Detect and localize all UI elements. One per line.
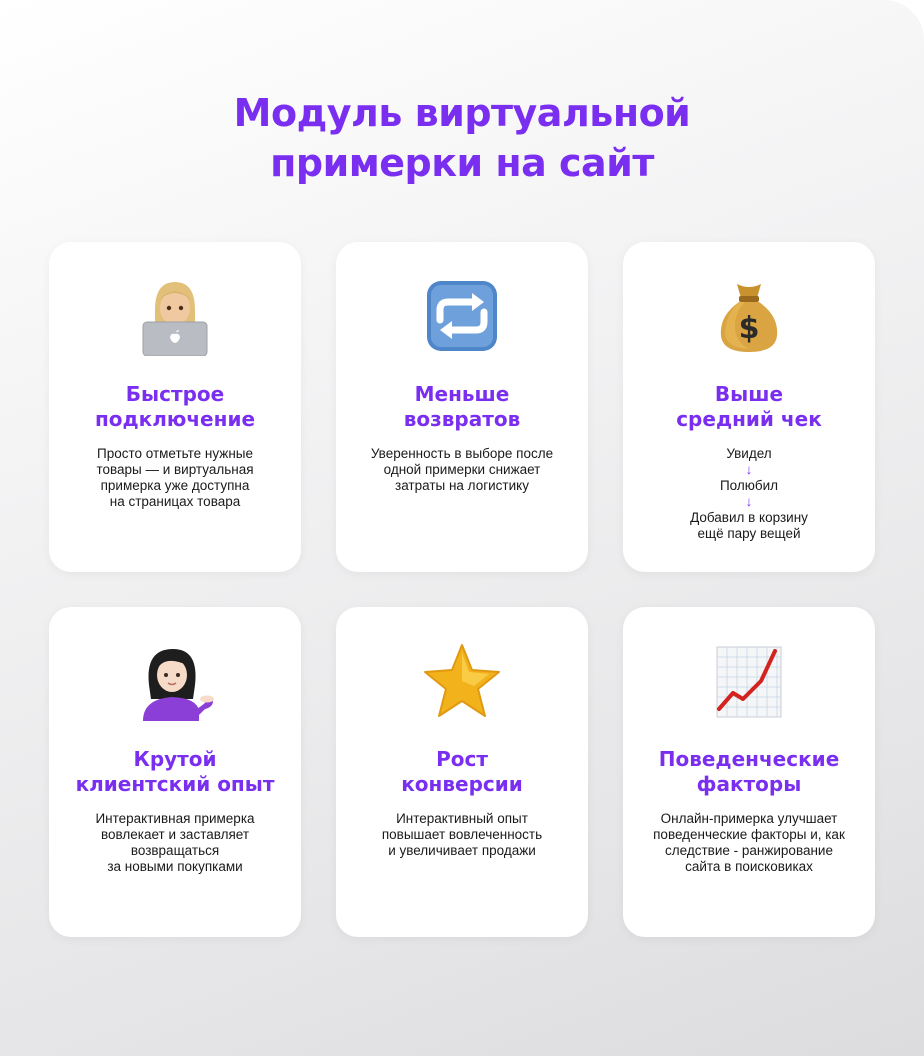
card-text-line: повышает вовлеченность: [381, 827, 543, 842]
card-title-line: Быстрое: [125, 382, 225, 406]
page-title-line-1: Модуль виртуальной: [233, 91, 691, 135]
woman-technologist-icon: [135, 276, 215, 356]
chart-increasing-icon: [709, 641, 789, 721]
card-title-line: возвратов: [403, 407, 521, 431]
card-text-line: возвращаться: [130, 843, 220, 858]
feature-card-conversion-growth: [336, 607, 588, 937]
card-description: [641, 446, 857, 542]
card-title-line: конверсии: [401, 772, 523, 796]
card-title: [631, 382, 867, 432]
svg-text:$: $: [738, 311, 760, 346]
card-title: [57, 382, 293, 432]
card-description: [641, 811, 857, 875]
card-text-line: и увеличивает продажи: [388, 843, 536, 858]
card-title-line: клиентский опыт: [75, 772, 275, 796]
card-text-line: Добавил в корзину: [690, 510, 808, 525]
card-text-line: затраты на логистику: [395, 478, 529, 493]
money-bag-icon: [709, 276, 789, 356]
card-text-line: Полюбил: [719, 478, 779, 493]
card-text-line: Уверенность в выборе после: [370, 446, 554, 461]
card-description: [354, 446, 570, 494]
card-text-line: Увидел: [726, 446, 772, 461]
card-text-line: Интерактивная примерка: [95, 811, 255, 826]
card-text-line: товары — и виртуальная: [96, 462, 254, 477]
card-description: [67, 446, 283, 510]
card-title: [344, 382, 580, 432]
card-text-line: примерка уже доступна: [100, 478, 250, 493]
card-title-line: факторы: [696, 772, 802, 796]
card-text-line: Интерактивный опыт: [396, 811, 528, 826]
card-title-line: подключение: [94, 407, 256, 431]
feature-card-fewer-returns: [336, 242, 588, 572]
down-arrow-icon: ↓: [745, 494, 753, 509]
card-title-line: средний чек: [676, 407, 822, 431]
card-text-line: за новыми покупками: [107, 859, 243, 874]
card-title: [344, 747, 580, 797]
card-description: [67, 811, 283, 875]
card-text-line: поведенческие факторы и, как: [653, 827, 845, 842]
card-title-line: Поведенческие: [658, 747, 840, 771]
card-description: [354, 811, 570, 859]
card-text-line: следствие - ранжирование: [665, 843, 833, 858]
woman-tipping-hand-icon: [135, 641, 215, 721]
feature-card-quick-connect: [49, 242, 301, 572]
card-title-line: Крутой: [133, 747, 217, 771]
feature-card-customer-experience: [49, 607, 301, 937]
card-text-line: одной примерки снижает: [383, 462, 541, 477]
page-title-line-2: примерки на сайт: [270, 141, 654, 185]
card-title-line: Меньше: [414, 382, 510, 406]
card-text-line: ещё пару вещей: [697, 526, 801, 541]
feature-card-behavioral-factors: [623, 607, 875, 937]
star-icon: [422, 641, 502, 721]
card-text-line: Онлайн-примерка улучшает: [660, 811, 838, 826]
card-text-line: вовлекает и заставляет: [100, 827, 250, 842]
card-title: [631, 747, 867, 797]
card-text-line: сайта в поисковиках: [685, 859, 813, 874]
down-arrow-icon: ↓: [745, 462, 753, 477]
card-text-line: на страницах товара: [109, 494, 241, 509]
card-title-line: Выше: [714, 382, 784, 406]
repeat-arrows-icon: [422, 276, 502, 356]
card-text-line: Просто отметьте нужные: [96, 446, 253, 461]
card-title: [57, 747, 293, 797]
page-title: [0, 88, 924, 188]
feature-card-higher-check: [623, 242, 875, 572]
card-title-line: Рост: [436, 747, 488, 771]
